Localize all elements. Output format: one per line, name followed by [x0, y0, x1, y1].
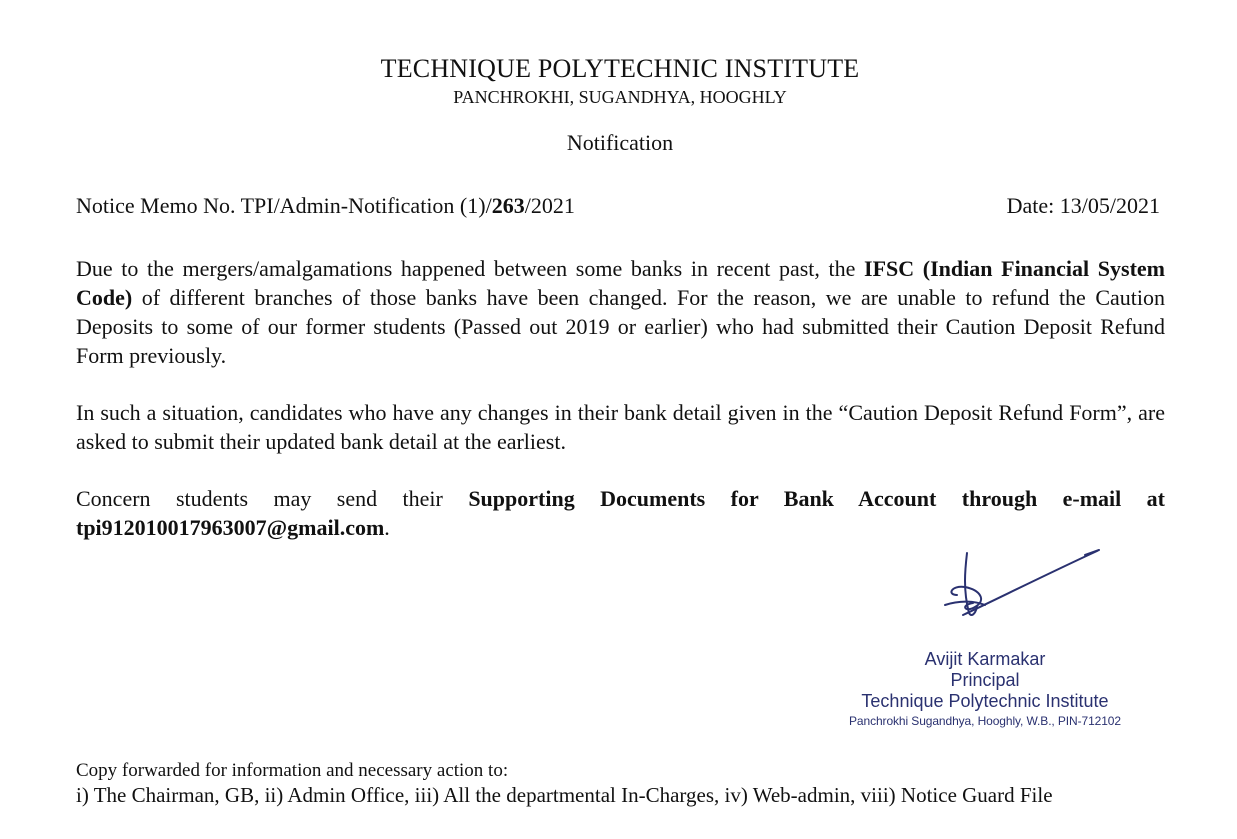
signatory-designation: Principal: [950, 670, 1020, 690]
copy-forwarded-title: Copy forwarded for information and necessary action to:: [76, 760, 509, 781]
memo-serial: 263: [491, 193, 525, 218]
signatory-block: [830, 648, 1140, 730]
p3-text-a: Concern students may send their: [76, 486, 469, 511]
p3-email-bold: Supporting Documents for Bank Account through e-mail at tpi912010017963007@gmail.com: [76, 486, 1165, 540]
p3-text-c: .: [384, 515, 390, 540]
signature-icon: [935, 545, 1110, 625]
letterhead: [0, 54, 1237, 108]
p1-text-c: of different branches of those banks have been changed. For the reason, we are unable to refund the Caution Deposits to some of our former students (Passed out 2019 or earlier) who had submitted their Caution Deposit Refund Form previously.: [76, 285, 1165, 368]
paragraph-contact: [76, 484, 1165, 542]
institute-name: TECHNIQUE POLYTECHNIC INSTITUTE: [380, 54, 860, 83]
signatory-institute: Technique Polytechnic Institute: [861, 691, 1109, 711]
signatory-name: Avijit Karmakar: [924, 649, 1046, 669]
memo-date: Date: 13/05/2021: [1006, 193, 1160, 218]
institute-address: PANCHROKHI, SUGANDHYA, HOOGHLY: [453, 87, 787, 107]
memo-year: /2021: [524, 193, 575, 218]
memo-prefix: Notice Memo No. TPI/Admin-Notification (1)/: [76, 193, 492, 218]
p1-text-a: Due to the mergers/amalgamations happened between some banks in recent past, the: [76, 256, 865, 281]
signatory-address: Panchrokhi Sugandhya, Hooghly, W.B., PIN-712102: [849, 714, 1121, 728]
paragraph-update-request: In such a situation, candidates who have any changes in their bank detail given in the “Caution Deposit Refund Form”, are asked to submit their updated bank detail at the earliest.: [76, 400, 1165, 454]
document-title: Notification: [566, 130, 674, 155]
p1-ifsc-bold: IFSC (Indian Financial System Code): [76, 256, 1165, 310]
memo-number: [76, 192, 575, 220]
paragraph-ifsc-change: [76, 254, 1165, 370]
copy-forwarded-recipients: i) The Chairman, GB, ii) Admin Office, iii) All the departmental In-Charges, iv) Web-admin, viii) Notice Guard File: [76, 783, 1053, 807]
copy-forwarded: [76, 760, 1176, 808]
